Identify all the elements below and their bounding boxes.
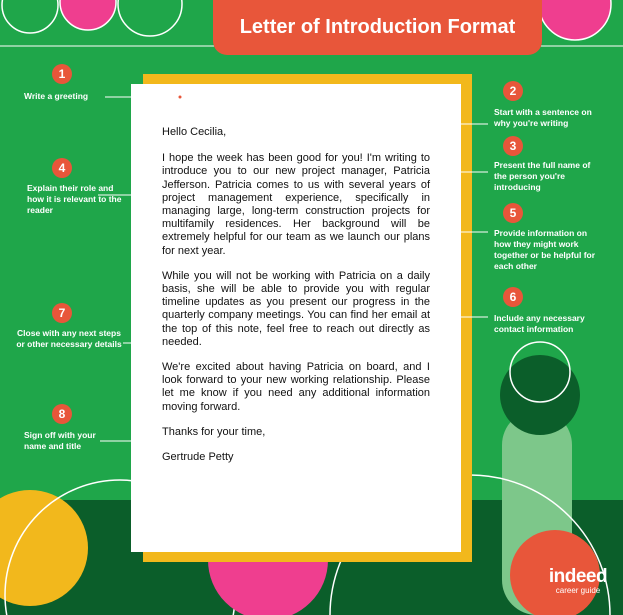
step-5-note: Provide information on how they might work together or be helpful for each other [494, 228, 596, 271]
step-6-note: Include any necessary contact information [494, 313, 585, 334]
step-1-badge: 1 [52, 64, 72, 84]
step-7-note: Close with any next steps or other necessary details [16, 328, 122, 349]
step-7-badge: 7 [52, 303, 72, 323]
letter-paragraph-2: While you will not be working with Patricia on a daily basis, she will be able to provide you with regular timeline updates as you present our progress in the quarterly company meetings. You can find her email at the top of this note, feel free to reach out directly as needed. [162, 269, 430, 348]
step-6-badge: 6 [503, 287, 523, 307]
step-3-note: Present the full name of the person you're introducing [494, 160, 591, 192]
logo-subtitle: career guide [555, 586, 601, 595]
step-1-note: Write a greeting [24, 91, 89, 101]
letter-closing: Thanks for your time, [162, 425, 266, 438]
letter-greeting: Hello Cecilia, [162, 126, 227, 138]
step-2-badge: 2 [503, 81, 523, 101]
logo-brand: indeed [548, 566, 608, 587]
step-5-badge: 5 [503, 203, 523, 223]
step-4-note: Explain their role and how it is relevant to the reader [27, 183, 122, 215]
step-8-badge: 8 [52, 404, 72, 424]
page-title: Letter of Introduction Format [239, 16, 516, 38]
letter-paragraph-3: We're excited about having Patricia on board, and I look forward to your new working relationship. Please let me know if you need any additional information moving forward. [162, 361, 430, 413]
letter-signature: Gertrude Petty [162, 451, 234, 464]
indeed-logo [538, 566, 618, 595]
step-8-note: Sign off with your name and title [24, 430, 96, 451]
letter-paragraph-1: I hope the week has been good for you! I'm writing to introduce you to our new project manager, Patricia Jefferson. Patricia comes to us with several years of project management experience, specifically in managing large, long-term construction projects for multifamily residences. Her background will be extremely helpful for our team as we launch our plans for next year. [162, 152, 430, 257]
step-2-note: Start with a sentence on why you're writing [494, 107, 592, 128]
step-4-badge: 4 [52, 158, 72, 178]
step-3-badge: 3 [503, 136, 523, 156]
